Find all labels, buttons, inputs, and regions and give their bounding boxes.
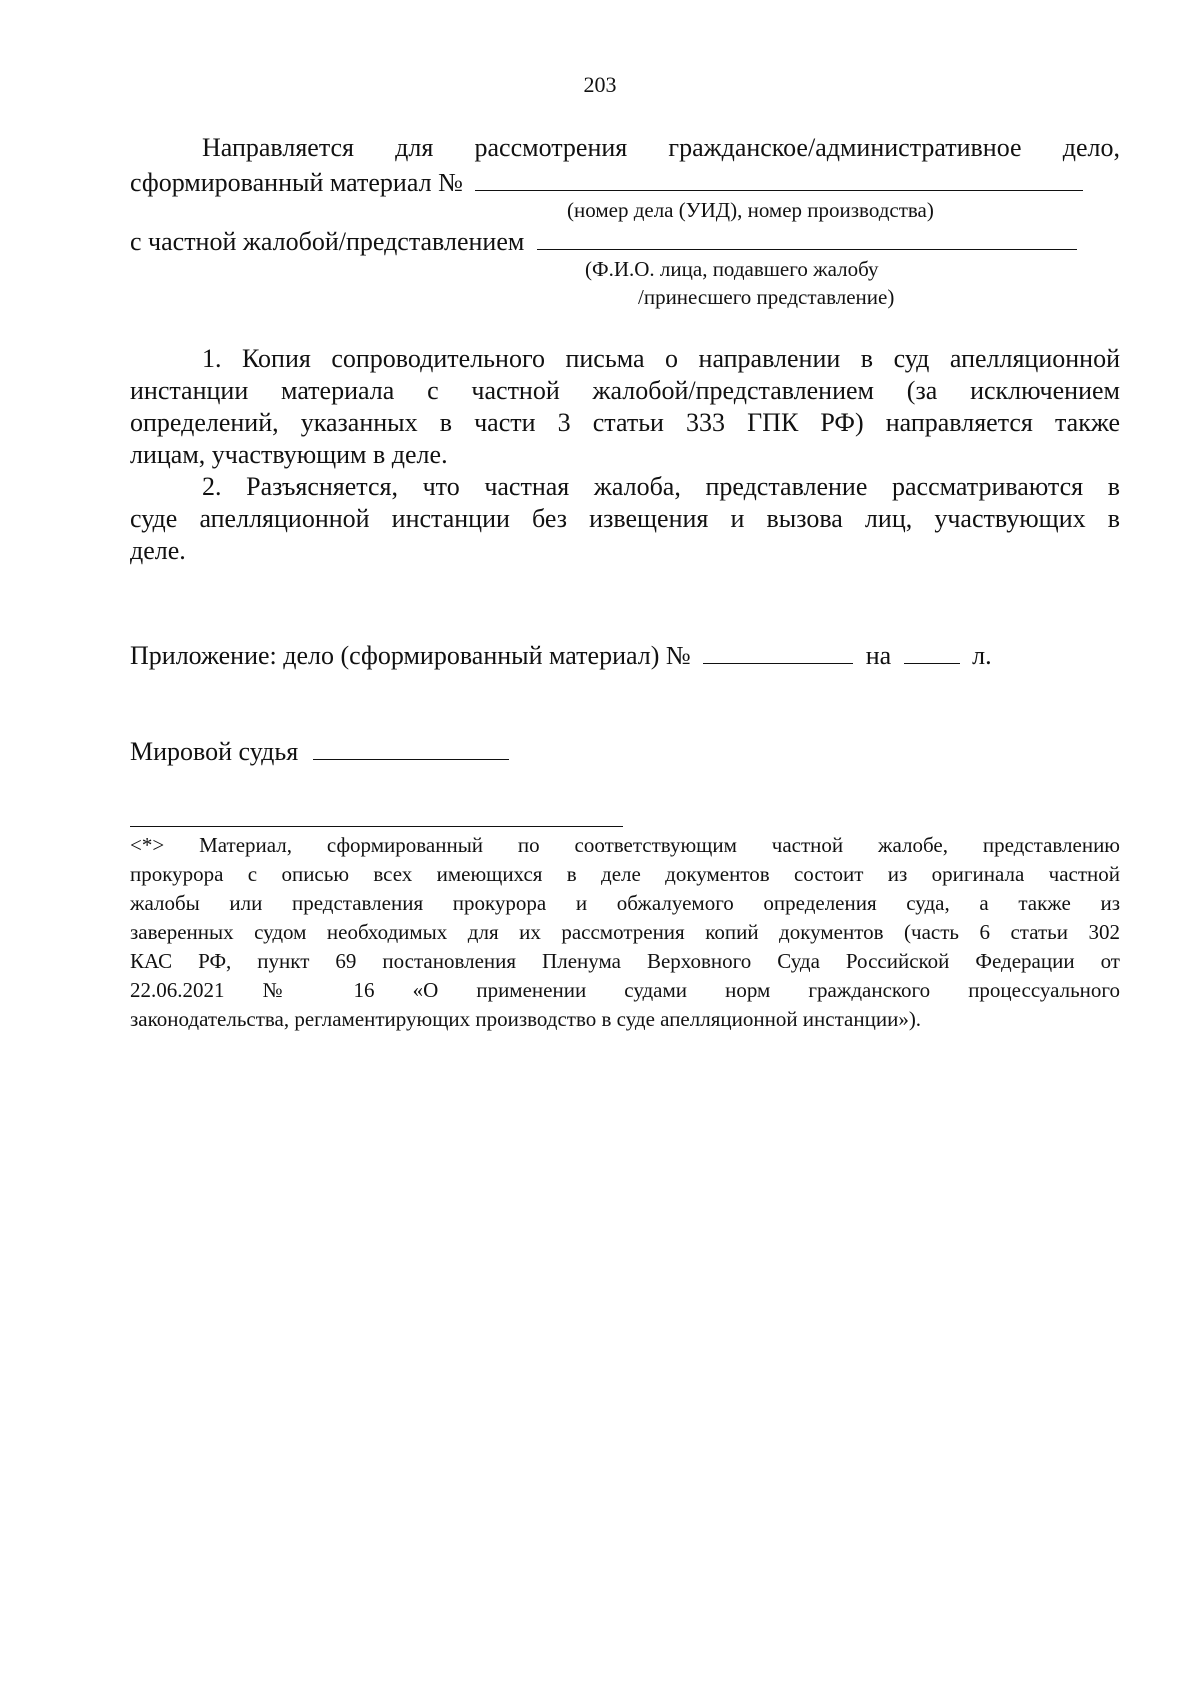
paragraph-2-line-3: деле. [130, 536, 186, 565]
paragraph-1-line-3: определений, указанных в части 3 статьи 333 ГПК РФ) направляется также [130, 408, 1120, 437]
attachment-label: Приложение: дело (сформированный материал) № [130, 641, 691, 670]
footnote-line-1: <*> Материал, сформированный по соответствующим частной жалобе, представлению [130, 833, 1120, 857]
material-number-blank [475, 164, 1083, 191]
complainant-hint-2: /принесшего представление) [638, 285, 895, 309]
complainant-hint-1: (Ф.И.О. лица, подавшего жалобу [585, 257, 879, 281]
paragraph-1-line-1: 1. Копия сопроводительного письма о направлении в суд апелляционной [202, 344, 1120, 373]
paragraph-2-line-1: 2. Разъясняется, что частная жалоба, представление рассматриваются в [202, 472, 1120, 501]
paragraph-1-line-2: инстанции материала с частной жалобой/представлением (за исключением [130, 376, 1120, 405]
footnote-line-6: 22.06.2021 № 16 «О применении судами норм гражданского процессуального [130, 978, 1120, 1002]
signature-blank [313, 733, 509, 760]
footnote-line-5: КАС РФ, пункт 69 постановления Пленума Верховного Суда Российской Федерации от [130, 949, 1120, 973]
signature-line [130, 733, 1120, 768]
attachment-sheets-blank [904, 637, 960, 664]
attachment-line [130, 637, 1120, 672]
attachment-on-label: на [865, 641, 892, 670]
footnote-line-2: прокурора с описью всех имеющихся в деле документов состоит из оригинала частной [130, 862, 1120, 886]
signature-label: Мировой судья [130, 737, 299, 766]
paragraph-2-line-2: суде апелляционной инстанции без извещения и вызова лиц, участвующих в [130, 504, 1120, 533]
case-number-hint: (номер дела (УИД), номер производства) [567, 198, 934, 222]
header-line-2 [130, 164, 1120, 199]
footnote-line-7: законодательства, регламентирующих производство в суде апелляционной инстанции»). [130, 1007, 922, 1031]
attachment-number-blank [703, 637, 853, 664]
complaint-label: с частной жалобой/представлением [130, 227, 525, 256]
header-line-3 [130, 223, 1120, 258]
paragraph-1-line-4: лицам, участвующим в деле. [130, 440, 448, 469]
complainant-name-blank [537, 223, 1077, 250]
material-number-label: сформированный материал № [130, 168, 463, 197]
footnote-line-3: жалобы или представления прокурора и обжалуемого определения суда, а также из [130, 891, 1120, 915]
page-number: 203 [583, 72, 617, 97]
footnote-line-4: заверенных судом необходимых для их рассмотрения копий документов (часть 6 статьи 302 [130, 920, 1120, 944]
footnote-separator [130, 826, 623, 827]
attachment-sheets-label: л. [972, 641, 992, 670]
header-line-1: Направляется для рассмотрения гражданское/административное дело, [202, 133, 1120, 162]
